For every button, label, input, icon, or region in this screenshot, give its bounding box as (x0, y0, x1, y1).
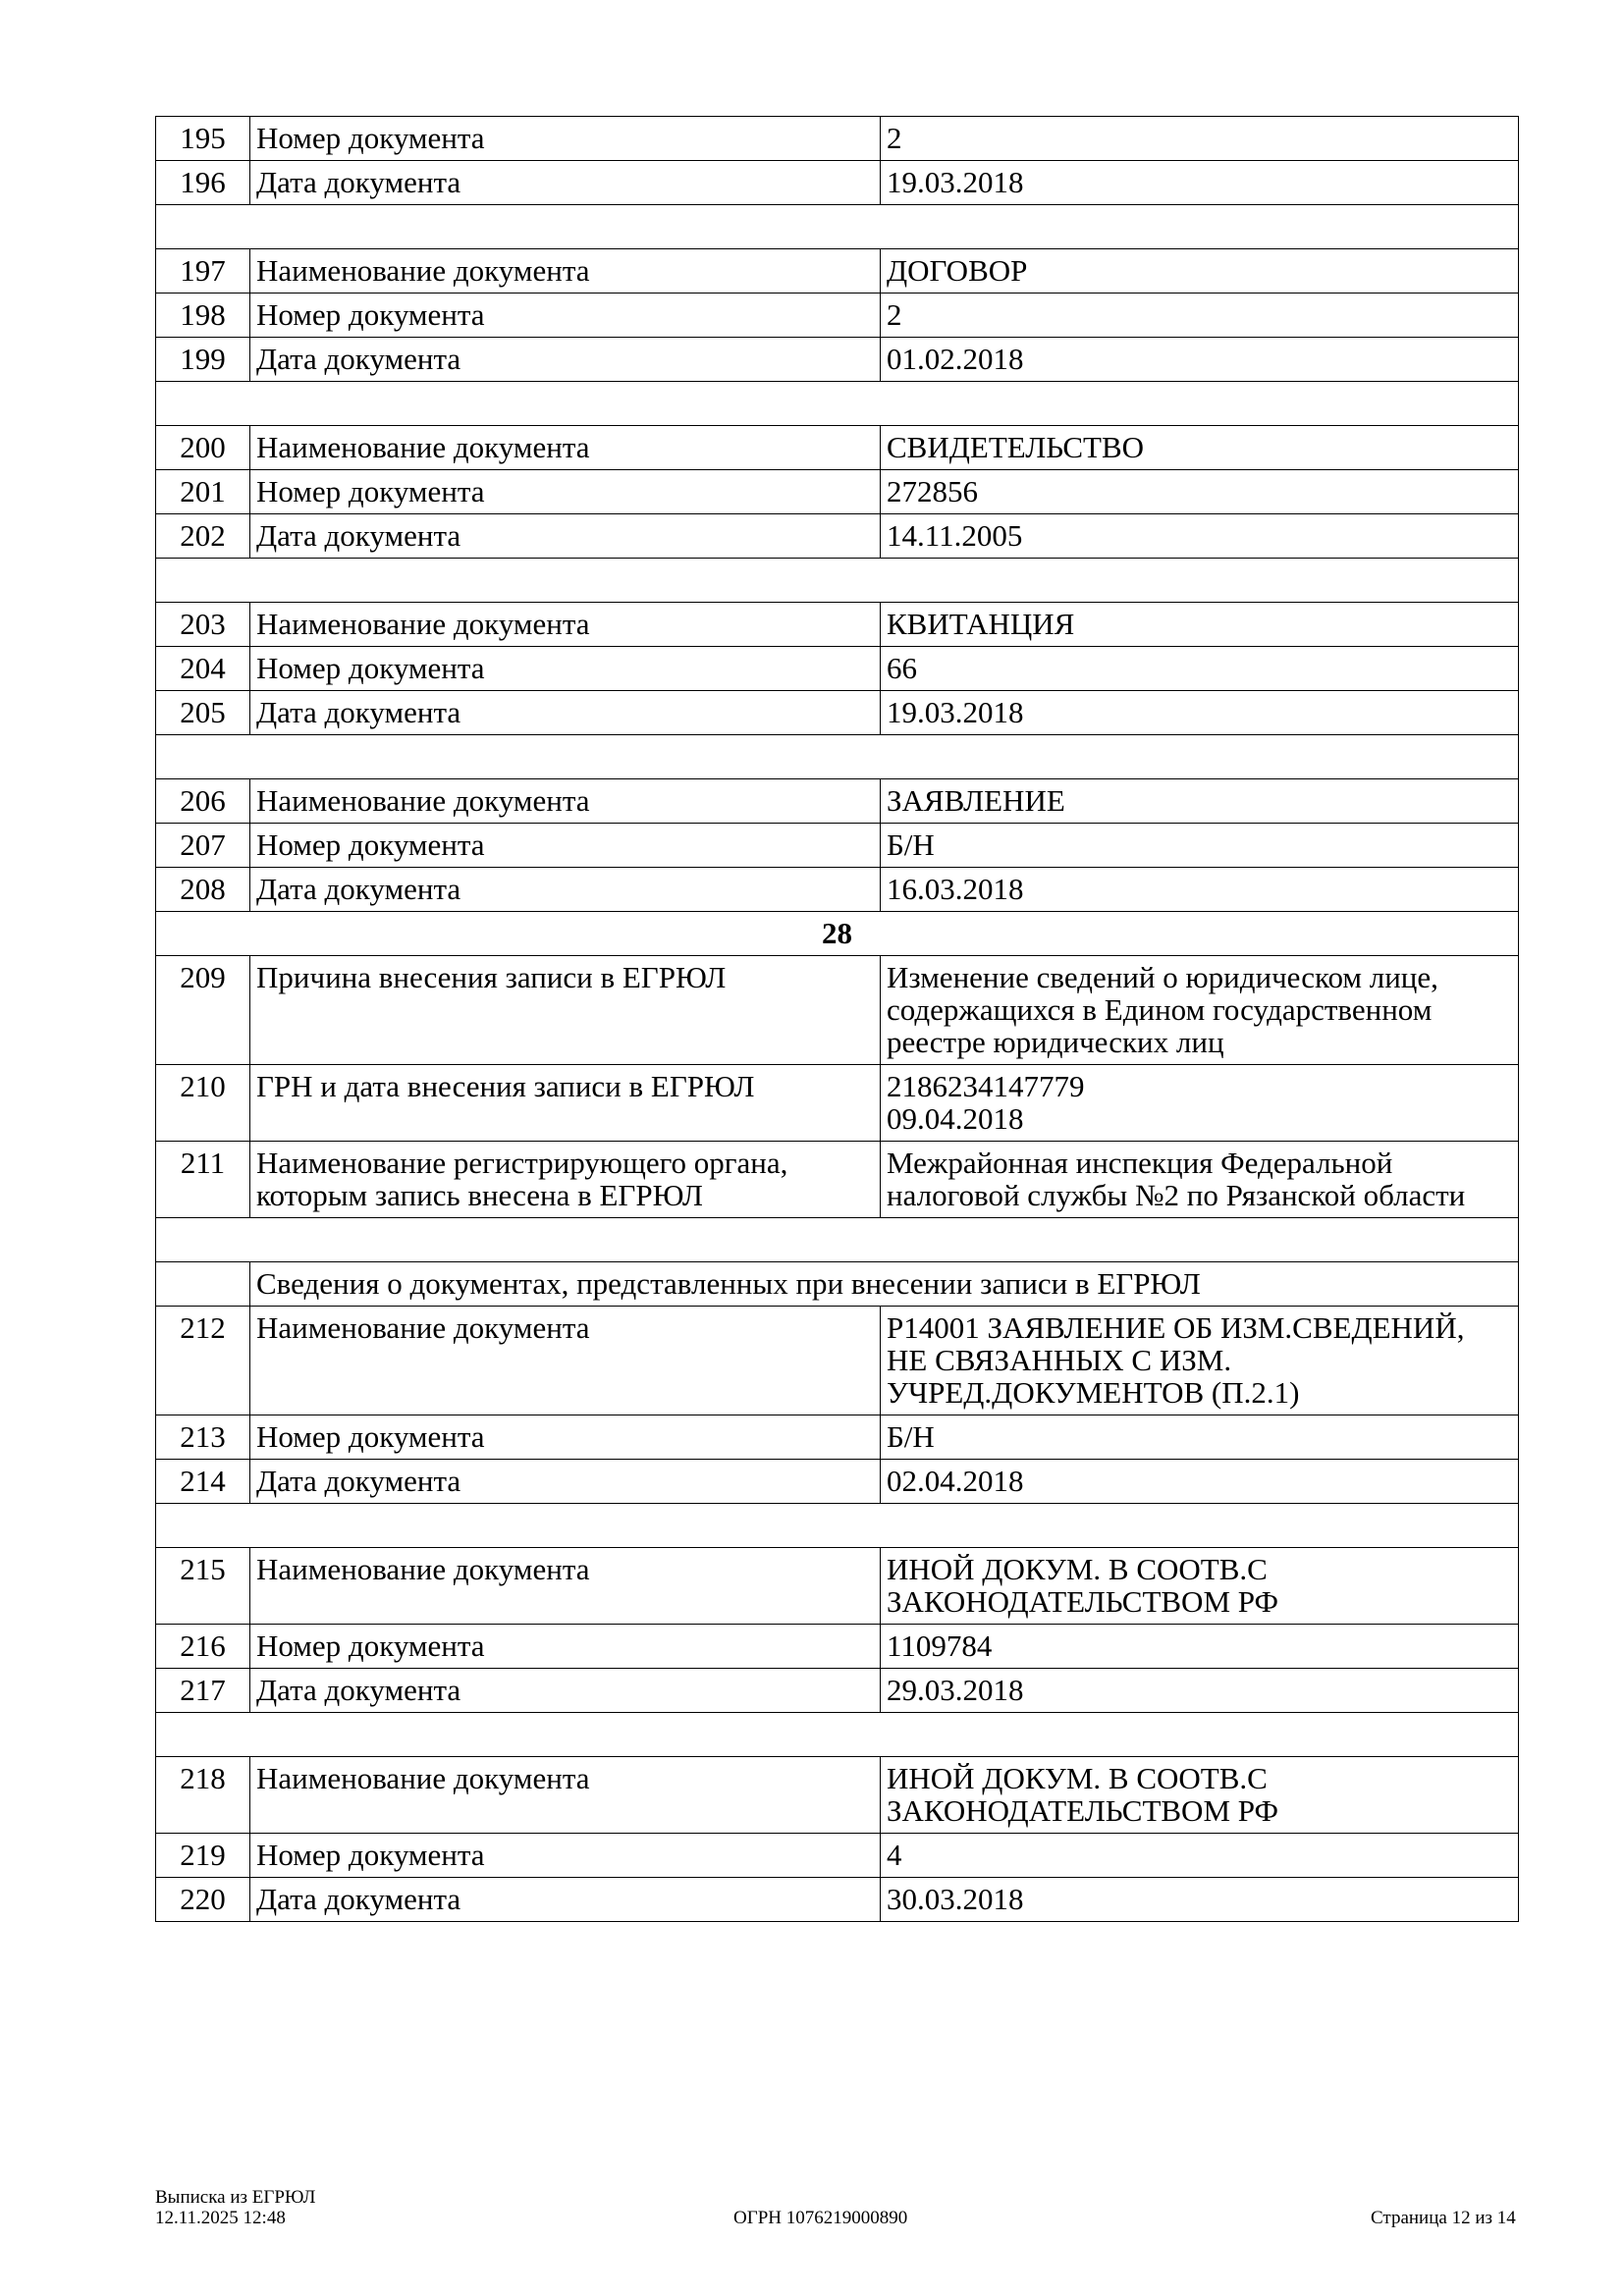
row-value: 30.03.2018 (881, 1878, 1519, 1922)
row-number: 206 (156, 779, 250, 824)
row-value: 02.04.2018 (881, 1460, 1519, 1504)
table-row (156, 779, 1519, 824)
row-value: 2186234147779 09.04.2018 (881, 1065, 1519, 1142)
row-number: 207 (156, 824, 250, 868)
row-label: Номер документа (250, 824, 881, 868)
row-label: Номер документа (250, 647, 881, 691)
row-number: 215 (156, 1548, 250, 1625)
row-label: Дата документа (250, 1878, 881, 1922)
row-value: 272856 (881, 470, 1519, 514)
table-row (156, 868, 1519, 912)
row-label: Дата документа (250, 691, 881, 735)
row-value: 2 (881, 294, 1519, 338)
row-value: 19.03.2018 (881, 161, 1519, 205)
egrul-table (155, 116, 1519, 1922)
spacer-cell (156, 1218, 1519, 1262)
row-number: 197 (156, 249, 250, 294)
row-value: Р14001 ЗАЯВЛЕНИЕ ОБ ИЗМ.СВЕДЕНИЙ, НЕ СВЯЗАННЫХ С ИЗМ. УЧРЕД.ДОКУМЕНТОВ (П.2.1) (881, 1307, 1519, 1415)
spacer-row (156, 382, 1519, 426)
table-row (156, 956, 1519, 1065)
row-label: Наименование регистрирующего органа, которым запись внесена в ЕГРЮЛ (250, 1142, 881, 1218)
spacer-row (156, 1504, 1519, 1548)
row-number: 196 (156, 161, 250, 205)
row-value: 1109784 (881, 1625, 1519, 1669)
table-row (156, 1625, 1519, 1669)
row-number: 212 (156, 1307, 250, 1415)
row-number: 214 (156, 1460, 250, 1504)
section-number: 28 (156, 912, 1519, 956)
spacer-row (156, 1218, 1519, 1262)
row-number: 209 (156, 956, 250, 1065)
row-label: Наименование документа (250, 1757, 881, 1834)
row-number: 210 (156, 1065, 250, 1142)
row-number: 195 (156, 117, 250, 161)
table-row (156, 1548, 1519, 1625)
row-number: 218 (156, 1757, 250, 1834)
table-row (156, 1757, 1519, 1834)
footer-page-number: Страница 12 из 14 (1371, 2208, 1516, 2228)
row-value: 16.03.2018 (881, 868, 1519, 912)
row-label: Наименование документа (250, 1548, 881, 1625)
row-label: Наименование документа (250, 426, 881, 470)
spacer-cell (156, 205, 1519, 249)
table-row (156, 824, 1519, 868)
table-row (156, 1669, 1519, 1713)
table-row (156, 514, 1519, 559)
table-row (156, 426, 1519, 470)
table-row (156, 1142, 1519, 1218)
section-header-row (156, 912, 1519, 956)
row-value: 29.03.2018 (881, 1669, 1519, 1713)
row-label: Дата документа (250, 1669, 881, 1713)
subheader-row (156, 1262, 1519, 1307)
row-value: 4 (881, 1834, 1519, 1878)
spacer-row (156, 205, 1519, 249)
spacer-cell (156, 1713, 1519, 1757)
row-value: ИНОЙ ДОКУМ. В СООТВ.С ЗАКОНОДАТЕЛЬСТВОМ РФ (881, 1757, 1519, 1834)
footer-datetime: 12.11.2025 12:48 (155, 2208, 286, 2228)
subheader-text: Сведения о документах, представленных при внесении записи в ЕГРЮЛ (250, 1262, 1519, 1307)
table-row (156, 338, 1519, 382)
row-label: Номер документа (250, 1625, 881, 1669)
row-label: ГРН и дата внесения записи в ЕГРЮЛ (250, 1065, 881, 1142)
row-number: 211 (156, 1142, 250, 1218)
row-number: 202 (156, 514, 250, 559)
row-number: 201 (156, 470, 250, 514)
table-row (156, 1307, 1519, 1415)
row-value: Б/Н (881, 824, 1519, 868)
table-row (156, 249, 1519, 294)
spacer-row (156, 559, 1519, 603)
row-number: 198 (156, 294, 250, 338)
row-label: Дата документа (250, 161, 881, 205)
table-row (156, 691, 1519, 735)
row-number: 219 (156, 1834, 250, 1878)
table-row (156, 603, 1519, 647)
table-row (156, 1834, 1519, 1878)
table-row (156, 1878, 1519, 1922)
row-value: ИНОЙ ДОКУМ. В СООТВ.С ЗАКОНОДАТЕЛЬСТВОМ РФ (881, 1548, 1519, 1625)
row-number: 205 (156, 691, 250, 735)
row-label: Номер документа (250, 117, 881, 161)
row-number: 199 (156, 338, 250, 382)
footer-doc-title: Выписка из ЕГРЮЛ (155, 2187, 316, 2208)
table-row (156, 117, 1519, 161)
table-row (156, 1065, 1519, 1142)
spacer-cell (156, 559, 1519, 603)
row-label: Дата документа (250, 514, 881, 559)
spacer-row (156, 735, 1519, 779)
row-number: 203 (156, 603, 250, 647)
row-value: СВИДЕТЕЛЬСТВО (881, 426, 1519, 470)
row-value: Изменение сведений о юридическом лице, содержащихся в Едином государственном реестре юридических лиц (881, 956, 1519, 1065)
row-label: Номер документа (250, 470, 881, 514)
row-label: Дата документа (250, 338, 881, 382)
row-value: 66 (881, 647, 1519, 691)
spacer-cell (156, 382, 1519, 426)
table-row (156, 161, 1519, 205)
row-label: Дата документа (250, 1460, 881, 1504)
row-value: 19.03.2018 (881, 691, 1519, 735)
row-value: ЗАЯВЛЕНИЕ (881, 779, 1519, 824)
row-label: Наименование документа (250, 1307, 881, 1415)
row-number: 220 (156, 1878, 250, 1922)
table-row (156, 294, 1519, 338)
row-number: 213 (156, 1415, 250, 1460)
spacer-row (156, 1713, 1519, 1757)
row-number: 217 (156, 1669, 250, 1713)
row-number: 216 (156, 1625, 250, 1669)
table-row (156, 470, 1519, 514)
row-number: 200 (156, 426, 250, 470)
row-label: Причина внесения записи в ЕГРЮЛ (250, 956, 881, 1065)
row-value: Межрайонная инспекция Федеральной налоговой службы №2 по Рязанской области (881, 1142, 1519, 1218)
row-value: 01.02.2018 (881, 338, 1519, 382)
row-value: 14.11.2005 (881, 514, 1519, 559)
row-value: КВИТАНЦИЯ (881, 603, 1519, 647)
spacer-cell (156, 1504, 1519, 1548)
table-row (156, 647, 1519, 691)
row-value: ДОГОВОР (881, 249, 1519, 294)
row-label: Наименование документа (250, 779, 881, 824)
row-label: Номер документа (250, 1415, 881, 1460)
spacer-cell (156, 735, 1519, 779)
subheader-empty-cell (156, 1262, 250, 1307)
row-label: Дата документа (250, 868, 881, 912)
row-label: Наименование документа (250, 603, 881, 647)
table-row (156, 1415, 1519, 1460)
row-value: 2 (881, 117, 1519, 161)
row-number: 208 (156, 868, 250, 912)
row-label: Номер документа (250, 294, 881, 338)
row-label: Номер документа (250, 1834, 881, 1878)
row-label: Наименование документа (250, 249, 881, 294)
footer-ogrn: ОГРН 1076219000890 (733, 2208, 908, 2228)
footer-left (155, 2187, 315, 2228)
row-number: 204 (156, 647, 250, 691)
row-value: Б/Н (881, 1415, 1519, 1460)
table-row (156, 1460, 1519, 1504)
